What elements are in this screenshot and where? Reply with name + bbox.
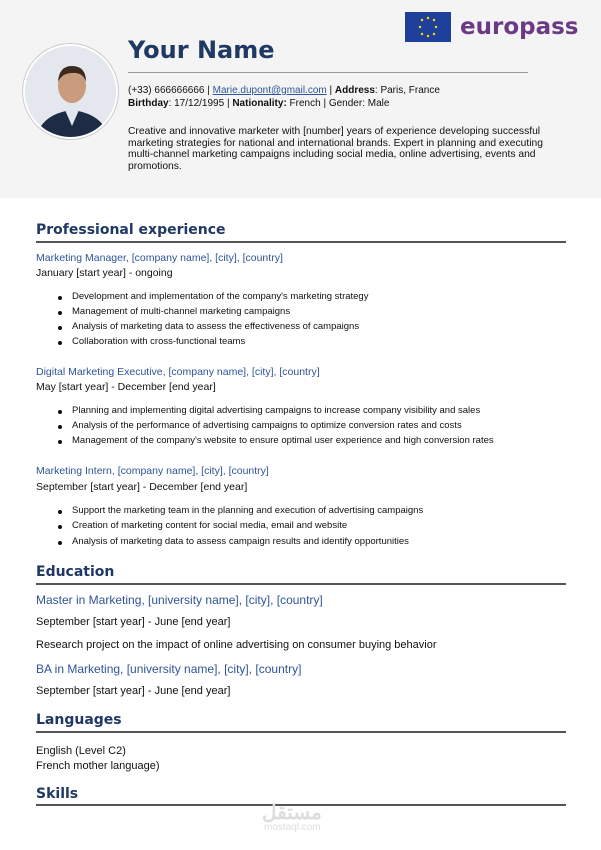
- europass-logo: europass: [460, 14, 579, 40]
- eu-flag-logo: [405, 12, 451, 42]
- job-date: January [start year] - ongoing: [36, 267, 173, 279]
- watermark-text: mostaql.com: [264, 822, 321, 833]
- nationality-label: Nationality:: [232, 98, 287, 109]
- address-label: Address: [334, 85, 375, 96]
- language-item: English (Level C2): [36, 745, 126, 757]
- list-item: Analysis of the performance of advertising campaigns to optimize conversion rates and costs: [72, 420, 462, 431]
- list-item: Development and implementation of the company's marketing strategy: [72, 291, 369, 302]
- job-title: Marketing Intern, [company name], [city], [country]: [36, 465, 269, 477]
- personal-line: [128, 98, 389, 109]
- job-title: Marketing Manager, [company name], [city], [country]: [36, 252, 283, 264]
- birthday: : 17/12/1995 |: [168, 98, 230, 109]
- list-item: Collaboration with cross-functional teams: [72, 336, 246, 347]
- summary: Creative and innovative marketer with [number] years of experience developing successful marketing strategies for national and international brands. Expert in planning and executing multi-channel marketing campaigns including social media, online advertising, events and promotions.: [128, 126, 543, 172]
- degree: BA in Marketing, [university name], [city], [country]: [36, 662, 302, 676]
- language-item: French mother language): [36, 760, 160, 772]
- section-experience-title: Professional experience: [36, 222, 226, 238]
- list-item: Analysis of marketing data to assess the effectiveness of campaigns: [72, 321, 360, 332]
- section-skills-title: Skills: [36, 786, 79, 802]
- list-item: Analysis of marketing data to assess campaign results and identify opportunities: [72, 536, 409, 547]
- degree-date: September [start year] - June [end year]: [36, 685, 231, 697]
- job-title: Digital Marketing Executive, [company name], [city], [country]: [36, 366, 320, 378]
- degree-note: Research project on the impact of online advertising on consumer buying behavior: [36, 639, 437, 651]
- profile-photo: [23, 44, 118, 139]
- job-date: September [start year] - December [end year]: [36, 481, 248, 493]
- candidate-name: Your Name: [128, 36, 275, 64]
- email-link[interactable]: Marie.dupont@gmail.com: [212, 85, 327, 96]
- list-item: Planning and implementing digital advertising campaigns to increase company visibility and sales: [72, 405, 481, 416]
- degree-date: September [start year] - June [end year]: [36, 616, 231, 628]
- list-item: Management of multi-channel marketing campaigns: [72, 306, 291, 317]
- watermark-logo: مستقل: [262, 802, 322, 824]
- nationality: French | Gender: Male: [286, 98, 390, 109]
- section-languages-title: Languages: [36, 712, 122, 728]
- address: : Paris, France: [374, 85, 440, 96]
- contact-line: (+33) 666666666 | Marie.dupont@gmail.com | Address: Paris, France: [128, 85, 440, 96]
- list-item: Creation of marketing content for social media, email and website: [72, 520, 348, 531]
- degree: Master in Marketing, [university name], [city], [country]: [36, 593, 323, 607]
- list-item: Management of the company's website to ensure optimal user experience and high conversion rates: [72, 435, 494, 446]
- list-item: Support the marketing team in the planning and execution of advertising campaigns: [72, 505, 424, 516]
- job-date: May [start year] - December [end year]: [36, 381, 216, 393]
- phone: (+33) 666666666 |: [128, 85, 210, 96]
- birthday-label: Birthday: [128, 98, 169, 109]
- section-education-title: Education: [36, 564, 115, 580]
